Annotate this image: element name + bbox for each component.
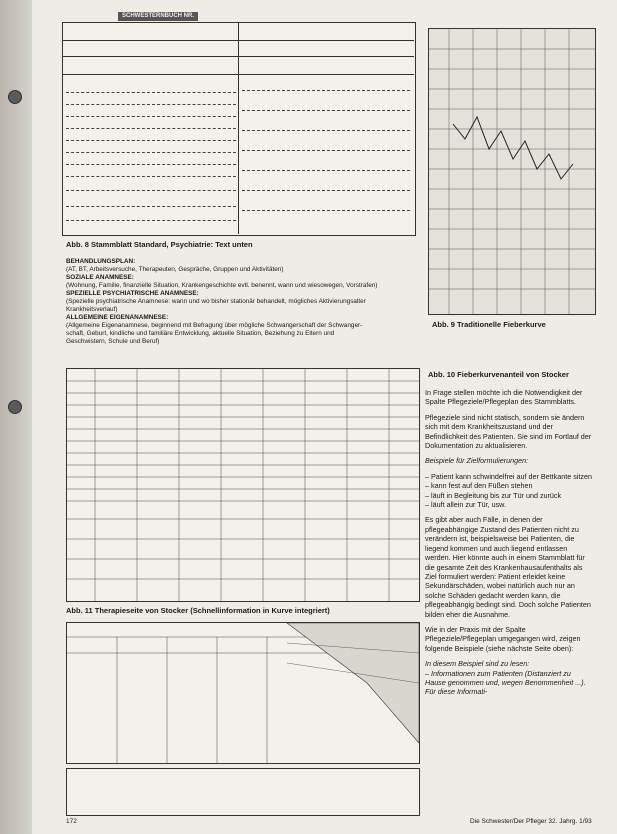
paragraph: Wie in der Praxis mit der Spalte Pflegeziele/Pflegeplan umgegangen wird, zeigen folgende Beispiele (siehe nächste Seite oben): — [425, 624, 581, 653]
fig8-caption: Abb. 8 Stammblatt Standard, Psychiatrie: Text unten — [66, 240, 253, 249]
bullet-text: Informationen zum Patienten (Distanziert zu Hause genommen und, wegen Benommenheit ...). Für diese Informati- — [425, 668, 586, 697]
bullet-item: – läuft allein zur Tür, usw. — [425, 500, 506, 510]
fig11-caption: Abb. 11 Therapieseite von Stocker (Schnellinformation in Kurve integriert) — [66, 606, 330, 615]
punch-hole — [8, 90, 22, 104]
paragraph: In Frage stellen möchte ich die Notwendigkeit der Spalte Pflegeziele/Pflegeplan des Stammblatts. — [425, 388, 583, 407]
form-line — [242, 190, 410, 191]
bullet-item: – läuft in Begleitung bis zur Tür und zurück — [425, 490, 562, 500]
example-heading: In diesem Beispiel sind zu lesen: — [425, 659, 530, 669]
bullet-text: läuft allein zur Tür, usw. — [431, 500, 506, 510]
punch-hole — [8, 400, 22, 414]
anamnese-line: (AT, BT, Arbeitsversuche, Therapeuten, Gespräche, Gruppen und Aktivitäten) — [66, 266, 284, 273]
paragraph: Pflegeziele sind nicht statisch, sondern sie ändern sich mit dem Krankheitszustand und der Befindlichkeit des Patienten. Sie sind im Fortlauf der Dokumentation zu aktualisieren. — [425, 412, 592, 451]
bullet-item: – Patient kann schwindelfrei auf der Bettkante sitzen — [425, 471, 593, 481]
anamnese-line: SPEZIELLE PSYCHIATRISCHE ANAMNESE: — [66, 290, 199, 297]
journal-footer: Die Schwester/Der Pfleger 32. Jahrg. 1/93 — [470, 818, 592, 825]
form-line — [66, 152, 236, 153]
form-line — [66, 164, 236, 165]
bullet-item: – Informationen zum Patienten (Distanziert zu Hause genommen und, wegen Benommenheit ...). Für diese Informati- — [425, 668, 586, 697]
bullet-list — [425, 472, 593, 510]
anamnese-line: BEHANDLUNGSPLAN: — [66, 258, 136, 265]
form-line — [66, 140, 236, 141]
form-line — [66, 92, 236, 93]
bullet-text: kann fest auf den Füßen stehen — [431, 481, 533, 491]
paragraph: Es gibt aber auch Fälle, in denen der pflegeabhängige Zustand des Patienten nicht zu verändern ist, beispielsweise bei Patienten, die liegend kommen und auch liegend entlassen werden. Hier könnte auch in einem Stammblatt für die gesamte Zeit des Krankenhausaufenthalts als Ziel formuliert werden: Patient erleidet keine Sekundärschäden, wobei natürlich auch nur an solche Schäden gedacht werden kann, die pflegeabhängig bedingt sind. Doch solche Patienten bilden eher die Ausnahme. — [425, 515, 591, 619]
therapy-page-grid — [67, 623, 419, 763]
therapy-page-form — [66, 622, 420, 764]
form-line — [66, 206, 236, 207]
form-banner: SCHWESTERNBUCH NR. — [118, 12, 198, 21]
fever-chart-image — [428, 28, 596, 315]
example-heading: Beispiele für Zielformulierungen: — [425, 456, 529, 466]
form-line — [242, 210, 410, 211]
form-line — [66, 128, 236, 129]
fig9-caption: Abb. 9 Traditionelle Fieberkurve — [432, 320, 546, 329]
form-line — [66, 176, 236, 177]
form-line — [242, 90, 410, 91]
form-line — [66, 104, 236, 105]
bullet-text: läuft in Begleitung bis zur Tür und zurück — [431, 490, 562, 500]
form-line — [242, 150, 410, 151]
fever-chart-grid — [429, 29, 595, 314]
form-line — [242, 170, 410, 171]
anamnese-line: Geschwistern, Schule und Beruf) — [66, 338, 160, 345]
binding-spine — [0, 0, 32, 834]
page-number: 172 — [66, 818, 77, 825]
fig10-caption: Abb. 10 Fieberkurvenanteil von Stocker — [428, 370, 569, 379]
form-line — [242, 130, 410, 131]
anamnese-line: (Allgemeine Eigenanamnese, beginnend mit Befragung über mögliche Schwangerschaft der Schwanger- — [66, 322, 363, 329]
bullet-text: Patient kann schwindelfrei auf der Bettkante sitzen — [431, 471, 593, 481]
anamnese-line: Krankheitsverlauf) — [66, 306, 118, 313]
article-text — [425, 388, 593, 697]
anamnese-line: (Spezielle psychiatrische Anamnese: wann und wo bisher stationär behandelt, mögliches Aktivierungsalter — [66, 298, 366, 305]
therapy-footer-form — [66, 768, 420, 816]
form-line — [66, 116, 236, 117]
form-divider — [238, 22, 239, 234]
anamnese-line: (Wohnung, Familie, finanzielle Situation, Krankengeschichte evtl. benennt, wann und wiesowegen, Vorstrafen) — [66, 282, 378, 289]
bullet-item: – kann fest auf den Füßen stehen — [425, 481, 533, 491]
stocker-chart — [66, 368, 420, 602]
form-line — [242, 110, 410, 111]
anamnese-line: ALLGEMEINE EIGENANAMNESE: — [66, 314, 169, 321]
stammblatt-form — [62, 22, 416, 236]
anamnese-line: schaft, Geburt, kindliche und familiäre Entwicklung, aktuelle Situation, Beziehung zu Eltern und — [66, 330, 335, 337]
anamnese-line: SOZIALE ANAMNESE: — [66, 274, 134, 281]
form-line — [66, 190, 236, 191]
stocker-chart-grid — [67, 369, 419, 601]
anamnese-block — [66, 258, 421, 346]
form-line — [66, 220, 236, 221]
